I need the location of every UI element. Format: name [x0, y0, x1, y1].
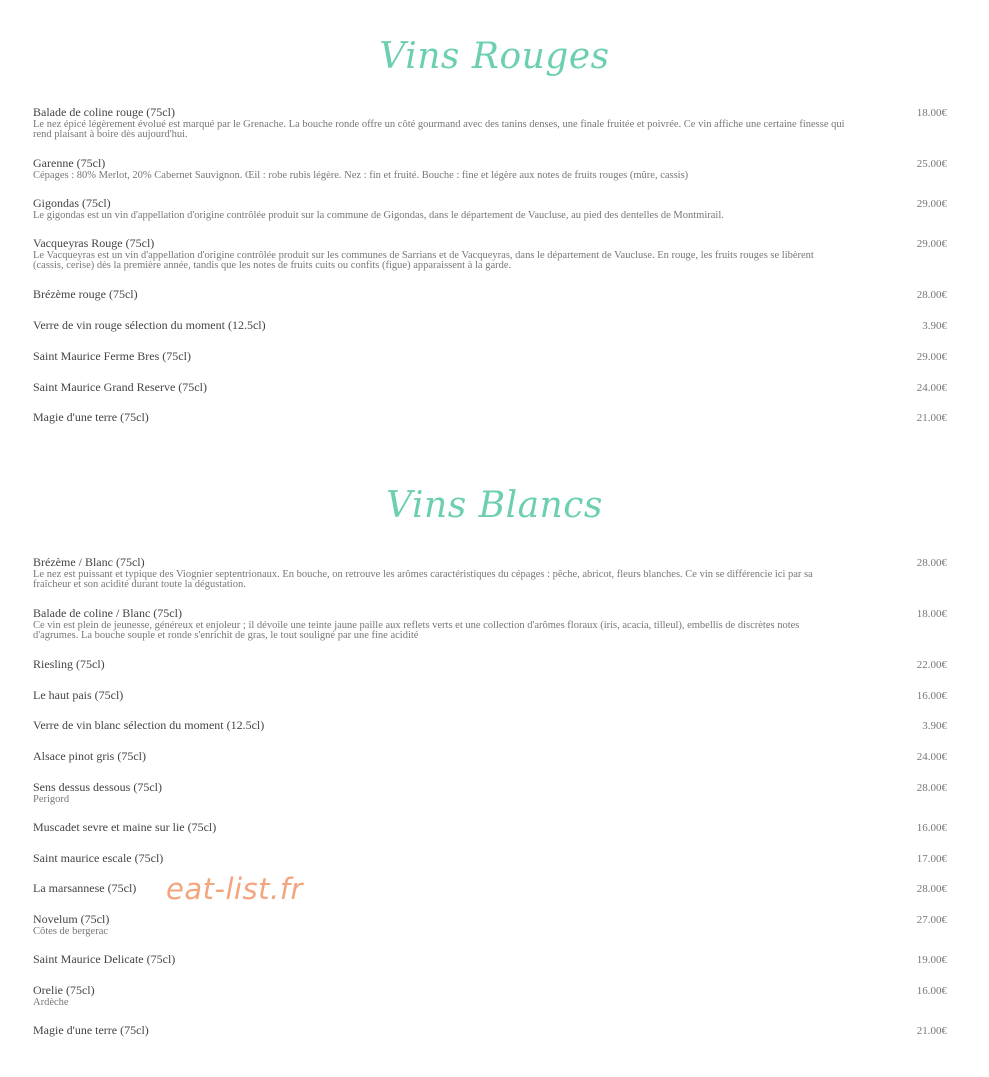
wine-description: Le Vacqueyras est un vin d'appellation d'origine contrôlée produit sur les communes de Sarrians et de Vacqueyras, dans le département de Vaucluse. En rouge, les fruits rouges se libèrent (cassis, cerise) dès la première année, tandis que les notes de fruits cuits ou confits (figue) apparaissent à la garde.	[33, 250, 814, 271]
wine-price: 29.00€	[916, 198, 947, 210]
wine-name: Verre de vin rouge sélection du moment (12.5cl)	[33, 318, 266, 332]
wine-price: 16.00€	[916, 822, 947, 834]
wine-price: 17.00€	[916, 853, 947, 865]
wine-name: Saint Maurice Grand Reserve (75cl)	[33, 380, 207, 394]
wine-name: Brézème rouge (75cl)	[33, 287, 138, 301]
wine-price: 19.00€	[916, 954, 947, 966]
wine-price: 22.00€	[916, 659, 947, 671]
wine-price: 25.00€	[916, 158, 947, 170]
wine-price: 28.00€	[916, 883, 947, 895]
wine-name: Saint maurice escale (75cl)	[33, 851, 164, 865]
wine-price: 24.00€	[916, 382, 947, 394]
wine-price: 16.00€	[916, 690, 947, 702]
wine-name: Garenne (75cl)	[33, 156, 106, 170]
wine-name: Sens dessus dessous (75cl)	[33, 780, 162, 794]
wine-name: Muscadet sevre et maine sur lie (75cl)	[33, 820, 217, 834]
wine-price: 28.00€	[916, 782, 947, 794]
wine-price: 29.00€	[916, 351, 947, 363]
wine-price: 3.90€	[922, 320, 947, 332]
wine-price: 24.00€	[916, 751, 947, 763]
wine-name: Magie d'une terre (75cl)	[33, 410, 149, 424]
wine-name: Verre de vin blanc sélection du moment (12.5cl)	[33, 718, 265, 732]
wine-name: Saint Maurice Ferme Bres (75cl)	[33, 349, 191, 363]
wine-description: Le nez épicé légèrement évolué est marqué par le Grenache. La bouche ronde offre un côté gourmand avec des tanins denses, une finale fruitée et poivrée. Ce vin affiche une certaine finesse qui rend plaisant à boire dès aujourd'hui.	[33, 119, 845, 140]
wine-name: Magie d'une terre (75cl)	[33, 1023, 149, 1037]
wine-price: 3.90€	[922, 720, 947, 732]
wine-price: 28.00€	[916, 557, 947, 569]
wine-name: Alsace pinot gris (75cl)	[33, 749, 146, 763]
wine-region: Perigord	[33, 794, 70, 805]
wine-region: Ardèche	[33, 997, 69, 1008]
wine-region: Côtes de bergerac	[33, 926, 109, 937]
wine-name: Le haut pais (75cl)	[33, 688, 124, 702]
wine-price: 16.00€	[916, 985, 947, 997]
wine-name: Balade de coline rouge (75cl)	[33, 105, 175, 119]
wine-name: Vacqueyras Rouge (75cl)	[33, 236, 155, 250]
section-title-vins-rouges: Vins Rouges	[379, 36, 610, 77]
wine-name: Saint Maurice Delicate (75cl)	[33, 952, 176, 966]
wine-description: Le nez est puissant et typique des Viognier septentrionaux. En bouche, on retrouve les arômes caractéristiques du cépages : pêche, abricot, fleurs blanches. Ce vin se différencie ici par sa fraîcheur et son acidité durant toute la dégustation.	[33, 569, 813, 590]
wine-price: 18.00€	[916, 107, 947, 119]
wine-name: Gigondas (75cl)	[33, 196, 111, 210]
wine-name: Novelum (75cl)	[33, 912, 110, 926]
wine-price: 18.00€	[916, 608, 947, 620]
watermark: eat-list.fr	[166, 872, 303, 906]
wine-name: La marsannese (75cl)	[33, 881, 137, 895]
wine-name: Orelie (75cl)	[33, 983, 95, 997]
wine-price: 27.00€	[916, 914, 947, 926]
wine-price: 28.00€	[916, 289, 947, 301]
wine-price: 29.00€	[916, 238, 947, 250]
wine-name: Balade de coline / Blanc (75cl)	[33, 606, 182, 620]
wine-price: 21.00€	[916, 412, 947, 424]
wine-description: Ce vin est plein de jeunesse, généreux et enjoleur ; il dévoile une teinte jaune paille aux reflets verts et une collection d'arômes floraux (iris, acacia, tilleul), embellis de discrètes notes d'agrumes. La bouche souple et ronde s'enrichit de gras, le tout souligné par une fine acidité	[33, 620, 800, 641]
wine-description: Le gigondas est un vin d'appellation d'origine contrôlée produit sur la commune de Gigondas, dans le département de Vaucluse, au pied des dentelles de Montmirail.	[33, 210, 724, 221]
section-title-vins-blancs: Vins Blancs	[386, 485, 603, 526]
wine-name: Brézème / Blanc (75cl)	[33, 555, 145, 569]
wine-price: 21.00€	[916, 1025, 947, 1037]
wine-name: Riesling (75cl)	[33, 657, 105, 671]
wine-description: Cépages : 80% Merlot, 20% Cabernet Sauvignon. Œil : robe rubis légère. Nez : fin et fruité. Bouche : fine et légère aux notes de fruits rouges (mûre, cassis)	[33, 170, 689, 181]
